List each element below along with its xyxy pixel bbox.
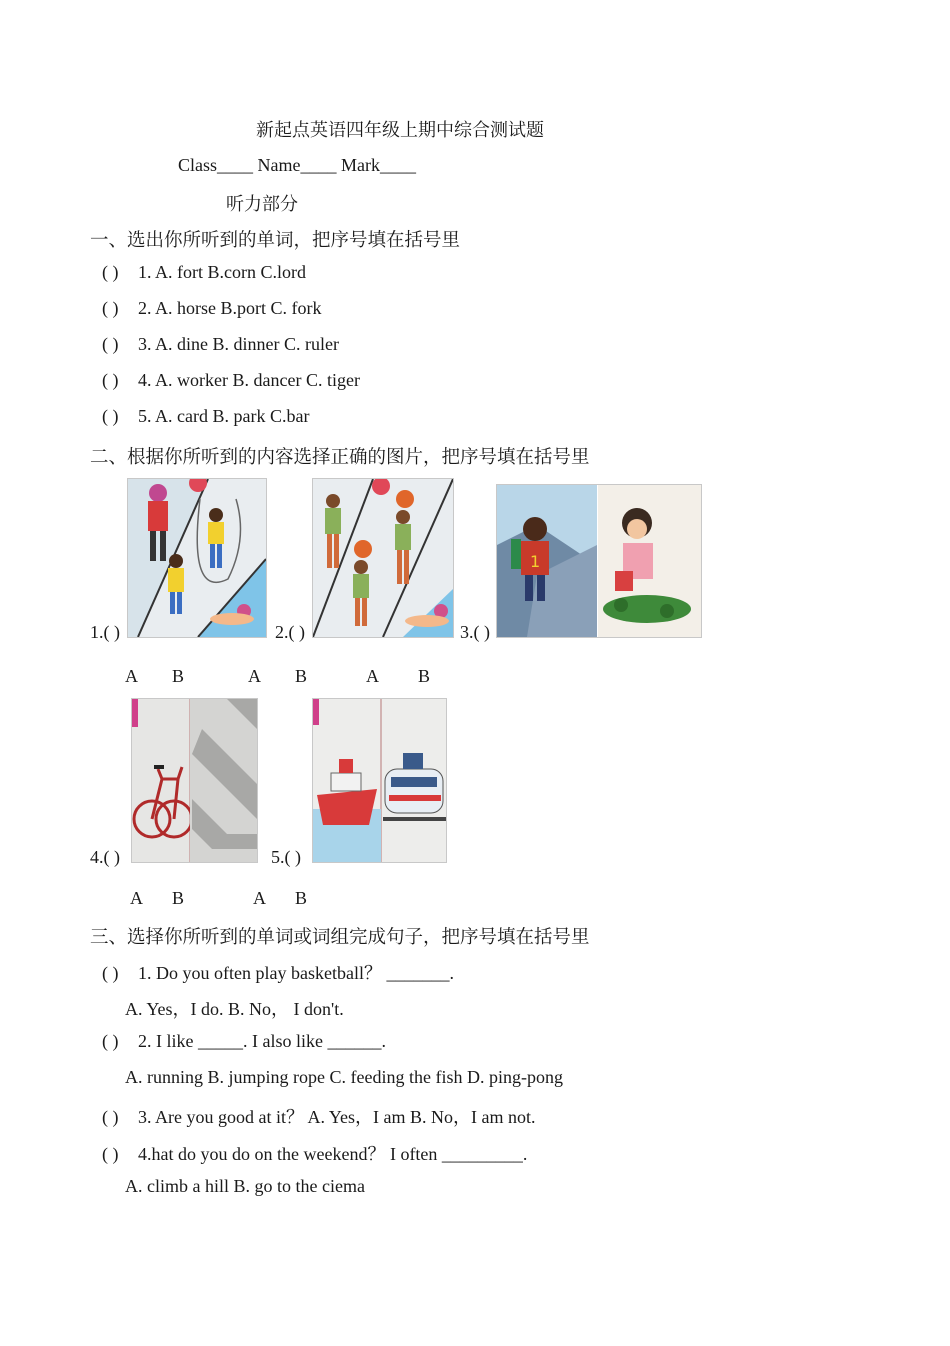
picture-4-label: 4.( ) bbox=[90, 847, 120, 867]
picture-1-option-b: B bbox=[172, 666, 185, 686]
picture-4-option-a: A bbox=[130, 888, 143, 908]
picture-2-option-b: B bbox=[295, 666, 308, 686]
section-2-heading: 二、根据你所听到的内容选择正确的图片，把序号填在括号里 bbox=[90, 447, 590, 468]
question-3-4 bbox=[102, 1140, 527, 1166]
section-3-heading: 三、选择你所听到的单词或词组完成句子，把序号填在括号里 bbox=[90, 927, 590, 948]
picture-1-option-a: A bbox=[125, 666, 138, 686]
picture-4-image bbox=[131, 698, 258, 863]
picture-3-option-b: B bbox=[418, 666, 431, 686]
class-name-mark-line: Class____ Name____ Mark____ bbox=[178, 155, 416, 175]
question-text: 2. A. horse B.port C. fork bbox=[138, 298, 322, 318]
question-text: 1. Do you often play basketball？ _______. bbox=[138, 963, 454, 983]
picture-2-label: 2.( ) bbox=[275, 622, 305, 642]
question-1-4 bbox=[102, 370, 360, 391]
question-1-3 bbox=[102, 334, 339, 355]
question-3-4-options: A. climb a hill B. go to the ciema bbox=[125, 1176, 365, 1196]
picture-3-label: 3.( ) bbox=[460, 622, 490, 642]
question-3-2 bbox=[102, 1031, 386, 1052]
picture-1-image bbox=[127, 478, 267, 638]
answer-paren: ( ) bbox=[102, 298, 119, 318]
question-text: 4.hat do you do on the weekend？ I often _________. bbox=[138, 1144, 528, 1164]
picture-2-option-a: A bbox=[248, 666, 261, 686]
answer-paren: ( ) bbox=[102, 1144, 119, 1164]
picture-3-option-a: A bbox=[366, 666, 379, 686]
section-subtitle: 听力部分 bbox=[226, 194, 298, 215]
question-3-1-options: A. Yes，I do. B. No， I don't. bbox=[125, 999, 344, 1019]
answer-paren: ( ) bbox=[102, 370, 119, 390]
question-text: 5. A. card B. park C.bar bbox=[138, 406, 310, 426]
answer-paren: ( ) bbox=[102, 334, 119, 354]
question-text: 3. Are you good at it？ A. Yes，I am B. No，I am not. bbox=[138, 1107, 536, 1127]
question-text: 3. A. dine B. dinner C. ruler bbox=[138, 334, 339, 354]
picture-5-label: 5.( ) bbox=[271, 847, 301, 867]
question-1-5 bbox=[102, 406, 309, 427]
answer-paren: ( ) bbox=[102, 1107, 119, 1127]
picture-4-option-b: B bbox=[172, 888, 185, 908]
question-text: 4. A. worker B. dancer C. tiger bbox=[138, 370, 360, 390]
question-text: 1. A. fort B.corn C.lord bbox=[138, 262, 306, 282]
picture-5-option-a: A bbox=[253, 888, 266, 908]
picture-5-option-b: B bbox=[295, 888, 308, 908]
question-3-3 bbox=[102, 1103, 536, 1129]
question-1-1 bbox=[102, 262, 306, 283]
question-3-2-options: A. running B. jumping rope C. feeding the fish D. ping-pong bbox=[125, 1067, 563, 1087]
question-text: 2. I like _____. I also like ______. bbox=[138, 1031, 386, 1051]
answer-paren: ( ) bbox=[102, 262, 119, 282]
answer-paren: ( ) bbox=[102, 1031, 119, 1051]
answer-paren: ( ) bbox=[102, 406, 119, 426]
picture-1-label: 1.( ) bbox=[90, 622, 120, 642]
picture-3-image bbox=[496, 484, 702, 638]
question-3-1 bbox=[102, 959, 454, 985]
question-1-2 bbox=[102, 298, 322, 319]
picture-2-image bbox=[312, 478, 454, 638]
section-1-heading: 一、选出你所听到的单词，把序号填在括号里 bbox=[90, 230, 461, 251]
answer-paren: ( ) bbox=[102, 963, 119, 983]
page-title: 新起点英语四年级上期中综合测试题 bbox=[256, 120, 544, 141]
picture-5-image bbox=[312, 698, 447, 863]
svg-text:1: 1 bbox=[530, 552, 541, 571]
